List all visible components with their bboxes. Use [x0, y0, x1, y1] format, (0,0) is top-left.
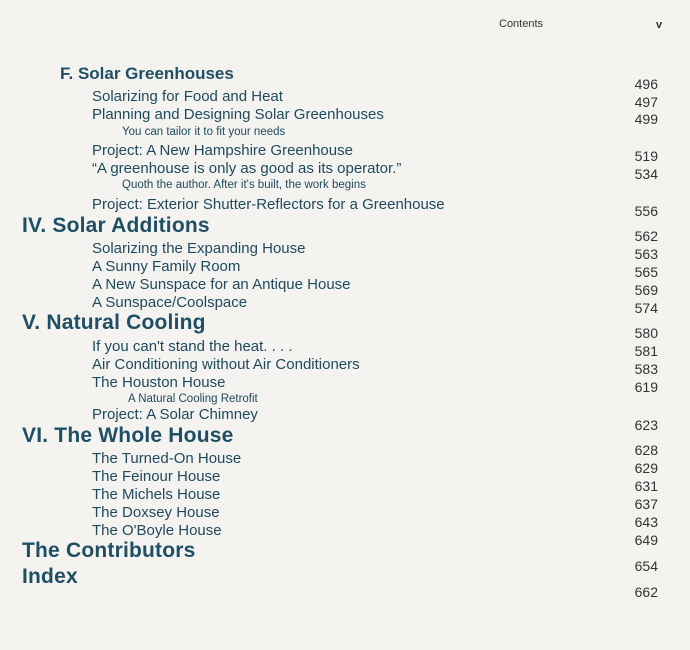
toc-entry: The Feinour House [92, 468, 221, 485]
toc-subsection-solar-greenhouses: F. Solar Greenhouses [60, 64, 234, 83]
page-number: 654 [634, 558, 658, 574]
toc-entry: Project: A Solar Chimney [92, 406, 258, 423]
page-number: 662 [634, 584, 658, 600]
page-number: 623 [634, 417, 658, 433]
toc-entry: Project: Exterior Shutter-Reflectors for a Greenhouse [92, 196, 445, 213]
page-number: 580 [634, 325, 658, 341]
toc-entry: Solarizing the Expanding House [92, 240, 306, 257]
page-number: 497 [634, 94, 658, 110]
page-number: 565 [634, 264, 658, 280]
page-folio: v [656, 19, 663, 31]
page-number: 631 [634, 478, 658, 494]
toc-entry: A Sunny Family Room [92, 258, 241, 275]
page-number: 496 [634, 76, 658, 92]
toc-entry: The O'Boyle House [92, 522, 222, 539]
page-number: 519 [634, 148, 658, 164]
running-head [0, 12, 690, 32]
page-number: 534 [634, 166, 658, 182]
page-number: 637 [634, 496, 658, 512]
toc-entry: Planning and Designing Solar Greenhouses [92, 106, 384, 123]
toc-entry: “A greenhouse is only as good as its operator.” [92, 160, 402, 177]
toc-section-natural-cooling: V. Natural Cooling [22, 311, 206, 334]
toc-section-index: Index [22, 565, 78, 588]
toc-subentry: You can tailor it to fit your needs [122, 126, 286, 138]
page-number: 569 [634, 282, 658, 298]
toc-entry: If you can't stand the heat. . . . [92, 338, 293, 355]
running-title: Contents [499, 18, 544, 30]
page-number: 563 [634, 246, 658, 262]
page-number: 649 [634, 532, 658, 548]
toc-entry: Solarizing for Food and Heat [92, 88, 283, 105]
toc-entry: Air Conditioning without Air Conditioners [92, 356, 360, 373]
page-number: 629 [634, 460, 658, 476]
toc-section-whole-house: VI. The Whole House [22, 424, 234, 447]
page-number: 643 [634, 514, 658, 530]
toc-section-contributors: The Contributors [22, 539, 196, 562]
page-number: 556 [634, 203, 658, 219]
page-number: 581 [634, 343, 658, 359]
page-number: 499 [634, 111, 658, 127]
page-number: 574 [634, 300, 658, 316]
toc-entry: A New Sunspace for an Antique House [92, 276, 351, 293]
toc-section-solar-additions: IV. Solar Additions [22, 214, 210, 237]
toc-subentry: A Natural Cooling Retrofit [128, 393, 258, 405]
page-number: 628 [634, 442, 658, 458]
toc-entry: The Michels House [92, 486, 221, 503]
page-number: 583 [634, 361, 658, 377]
page-number: 619 [634, 379, 658, 395]
toc-entry: Project: A New Hampshire Greenhouse [92, 142, 353, 159]
page-number: 562 [634, 228, 658, 244]
toc-entry: The Houston House [92, 374, 226, 391]
toc-entry: The Turned-On House [92, 450, 242, 467]
toc-subentry: Quoth the author. After it's built, the work begins [122, 179, 366, 191]
toc-entry: A Sunspace/Coolspace [92, 294, 248, 311]
toc-entry: The Doxsey House [92, 504, 220, 521]
